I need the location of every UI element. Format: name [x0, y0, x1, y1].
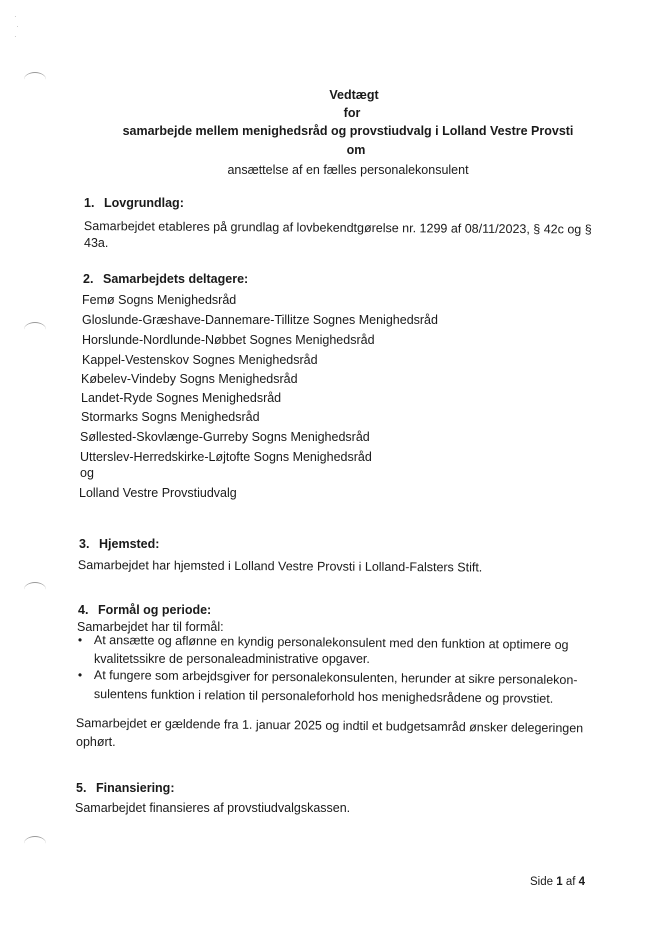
section-title: Lovgrundlag:	[104, 196, 184, 210]
section-number: 3.	[79, 537, 90, 551]
title-line-2: for	[343, 106, 361, 120]
participant-item: Gloslunde-Græshave-Dannemare-Tillitze Sognes Menighedsråd	[82, 313, 438, 327]
participant-item: Utterslev-Herredskirke-Løjtofte Sogns Menighedsråd	[80, 450, 372, 464]
bullet-item	[77, 632, 569, 652]
section-title: Finansiering:	[96, 781, 175, 795]
section-5-text: Samarbejdet finansieres af provstiudvalgskassen.	[75, 801, 351, 815]
section-4-heading	[78, 603, 211, 617]
title-line-3: samarbejde mellem menighedsråd og provstiudvalg i Lolland Vestre Provsti	[122, 124, 574, 138]
section-number: 4.	[78, 603, 89, 617]
bullet-continuation: sulentens funktion i relation til personaleforhold hos menighedsrådene og provstiet.	[93, 687, 554, 706]
section-4-period: ophørt.	[76, 735, 116, 749]
page-of-label: af	[565, 876, 576, 888]
section-4-intro: Samarbejdet har til formål:	[77, 620, 224, 634]
section-title: Hjemsted:	[99, 537, 160, 551]
bullet-text: At fungere som arbejdsgiver for personalekonsulenten, herunder at sikre personalekon-	[93, 668, 578, 688]
punch-hole-mark	[24, 72, 46, 87]
participant-item: Lolland Vestre Provstiudvalg	[79, 486, 237, 500]
bullet-dot-icon: •	[77, 667, 83, 682]
participant-item: Femø Sogns Menighedsråd	[82, 293, 237, 307]
page-current: 1	[556, 876, 563, 888]
page-label: Side	[530, 876, 554, 888]
section-number: 1.	[84, 196, 95, 210]
section-number: 5.	[76, 781, 87, 795]
section-3-heading	[79, 537, 159, 551]
section-1-heading	[84, 196, 184, 210]
section-1-text-line: 43a.	[84, 236, 109, 250]
section-number: 2.	[83, 272, 94, 286]
participant-item: Kappel-Vestenskov Sognes Menighedsråd	[82, 353, 318, 367]
scan-specks: · · ·	[14, 12, 19, 41]
section-title: Formål og periode:	[98, 603, 212, 617]
punch-hole-mark	[24, 582, 46, 597]
punch-hole-mark	[24, 322, 46, 337]
section-5-heading	[76, 781, 174, 795]
participant-item: Stormarks Sogns Menighedsråd	[81, 410, 260, 424]
title-line-4: om	[346, 143, 366, 157]
participant-item: Horslunde-Nordlunde-Nøbbet Sognes Menighedsråd	[82, 333, 375, 347]
title-line-5: ansættelse af en fælles personalekonsulent	[227, 163, 469, 177]
participant-item: Søllested-Skovlænge-Gurreby Sogns Menighedsråd	[80, 430, 370, 444]
section-2-heading	[83, 272, 248, 286]
section-3-text: Samarbejdet har hjemsted i Lolland Vestre Provsti i Lolland-Falsters Stift.	[77, 558, 483, 575]
participant-item: Landet-Ryde Sognes Menighedsråd	[81, 391, 282, 405]
section-title: Samarbejdets deltagere:	[103, 272, 249, 286]
page-number	[530, 876, 585, 888]
section-1-text-line: Samarbejdet etableres på grundlag af lovbekendtgørelse nr. 1299 af 08/11/2023, § 42c og §	[83, 219, 592, 237]
participant-item: og	[80, 466, 94, 480]
bullet-continuation: kvalitetssikre de personaleadministrative opgaver.	[94, 652, 370, 666]
bullet-dot-icon: •	[77, 632, 83, 647]
title-line-1: Vedtægt	[329, 88, 379, 102]
section-4-period: Samarbejdet er gældende fra 1. januar 2025 og indtil et budgetsamråd ønsker delegeringen	[75, 716, 584, 736]
page-total: 4	[578, 876, 586, 888]
punch-hole-mark	[24, 836, 46, 851]
bullet-item	[77, 667, 578, 688]
bullet-text: At ansætte og aflønne en kyndig personalekonsulent med den funktion at optimere og	[93, 633, 569, 652]
participant-item: Købelev-Vindeby Sogns Menighedsråd	[81, 372, 298, 386]
